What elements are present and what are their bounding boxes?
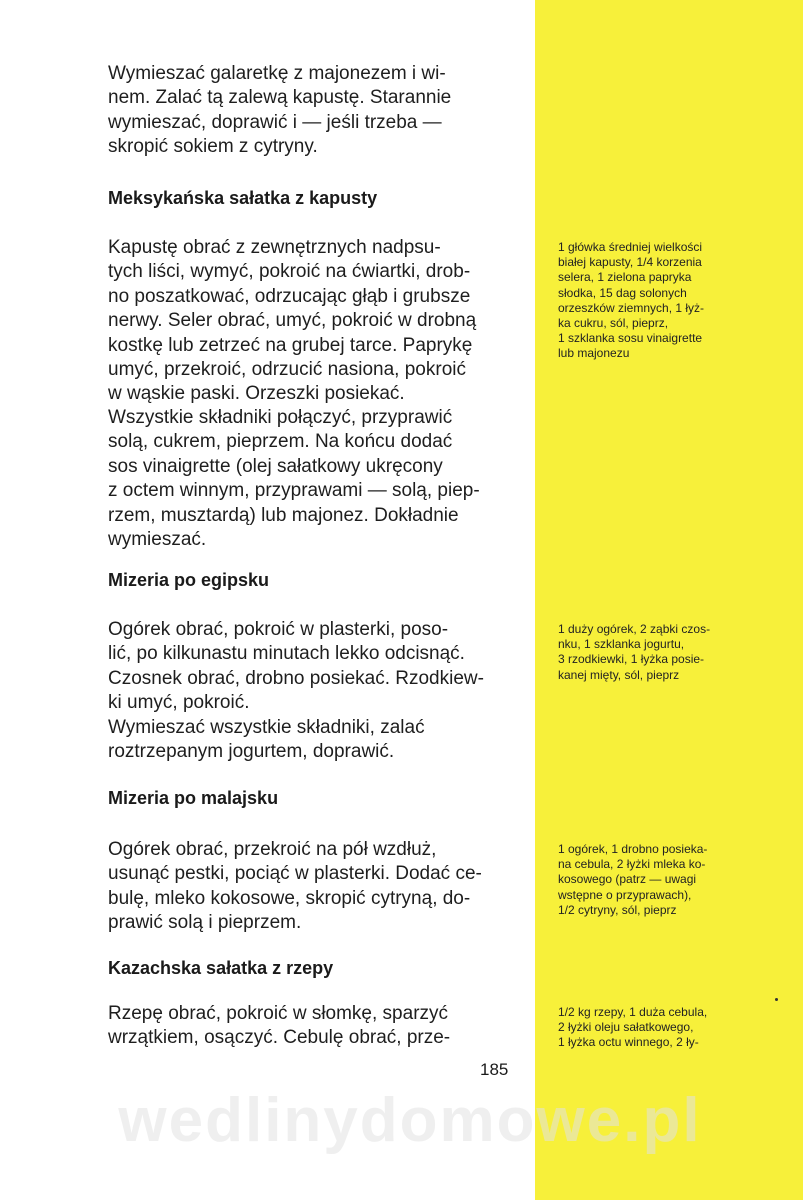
print-speck: [775, 998, 778, 1001]
recipe-title-egipsku: Mizeria po egipsku: [108, 570, 270, 590]
recipe-meksykanska-ingredients: 1 główka średniej wielkości białej kapusty, 1/4 korzenia selera, 1 zielona papryka słodka, 15 dag solonych orzeszków ziemnych, 1 łyż- ka cukru, sól, pieprz, 1 szklanka sosu vinaigrette lub majonezu: [558, 240, 705, 361]
intro-paragraph: Wymieszać galaretkę z majonezem i wi- nem. Zalać tą zalewą kapustę. Starannie wymieszać, doprawić i — jeśli trzeba — skropić sokiem z cytryny.: [108, 63, 452, 158]
recipe-egipsku-ingredients: 1 duży ogórek, 2 ząbki czos- nku, 1 szklanka jogurtu, 3 rzodkiewki, 1 łyżka posie- kanej mięty, sól, pieprz: [558, 622, 711, 682]
recipe-meksykanska-paragraph-1: Kapustę obrać z zewnętrznych nadpsu- tych liści, wymyć, pokroić na ćwiartki, drob- no poszatkować, odrzucając głąb i grubsze nerwy. Seler obrać, umyć, pokroić w drobną kostkę lub zetrzeć na grubej tarce. Paprykę umyć, przekroić, odrzucić nasiona, pokroić w wąskie paski. Orzeszki posiekać.: [108, 237, 477, 405]
watermark: wedlinydomowe.pl: [118, 1086, 702, 1155]
page-number: 185: [480, 1060, 509, 1079]
recipe-kazachska-paragraph-1: Rzepę obrać, pokroić w słomkę, sparzyć wrzątkiem, osączyć. Cebulę obrać, prze-: [108, 1003, 451, 1049]
recipe-title-meksykanska: Meksykańska sałatka z kapusty: [108, 188, 378, 208]
recipe-meksykanska-paragraph-2: Wszystkie składniki połączyć, przyprawić solą, cukrem, pieprzem. Na końcu dodać sos vinaigrette (olej sałatkowy ukręcony z octem winnym, przyprawami — solą, piep- rzem, musztardą) lub majonez. Dokładnie wymieszać.: [108, 407, 480, 551]
recipe-malajsku-ingredients: 1 ogórek, 1 drobno posieka- na cebula, 2 łyżki mleka ko- kosowego (patrz — uwagi wstępne o przyprawach), 1/2 cytryny, sól, pieprz: [558, 842, 708, 917]
recipe-malajsku-paragraph-1: Ogórek obrać, przekroić na pół wzdłuż, usunąć pestki, pociąć w plasterki. Dodać ce- bulę, mleko kokosowe, skropić cytryną, do- prawić solą i pieprzem.: [108, 839, 482, 934]
recipe-title-kazachska: Kazachska sałatka z rzepy: [108, 958, 334, 978]
recipe-egipsku-paragraph-2: Wymieszać wszystkie składniki, zalać roztrzepanym jogurtem, doprawić.: [108, 717, 425, 763]
recipe-title-malajsku: Mizeria po malajsku: [108, 788, 279, 808]
recipe-egipsku-paragraph-1: Ogórek obrać, pokroić w plasterki, poso- lić, po kilkunastu minutach lekko odcisnąć. Czosnek obrać, drobno posiekać. Rzodkiew- ki umyć, pokroić.: [108, 619, 484, 714]
recipe-kazachska-ingredients: 1/2 kg rzepy, 1 duża cebula, 2 łyżki oleju sałatkowego, 1 łyżka octu winnego, 2 ły-: [558, 1005, 708, 1050]
